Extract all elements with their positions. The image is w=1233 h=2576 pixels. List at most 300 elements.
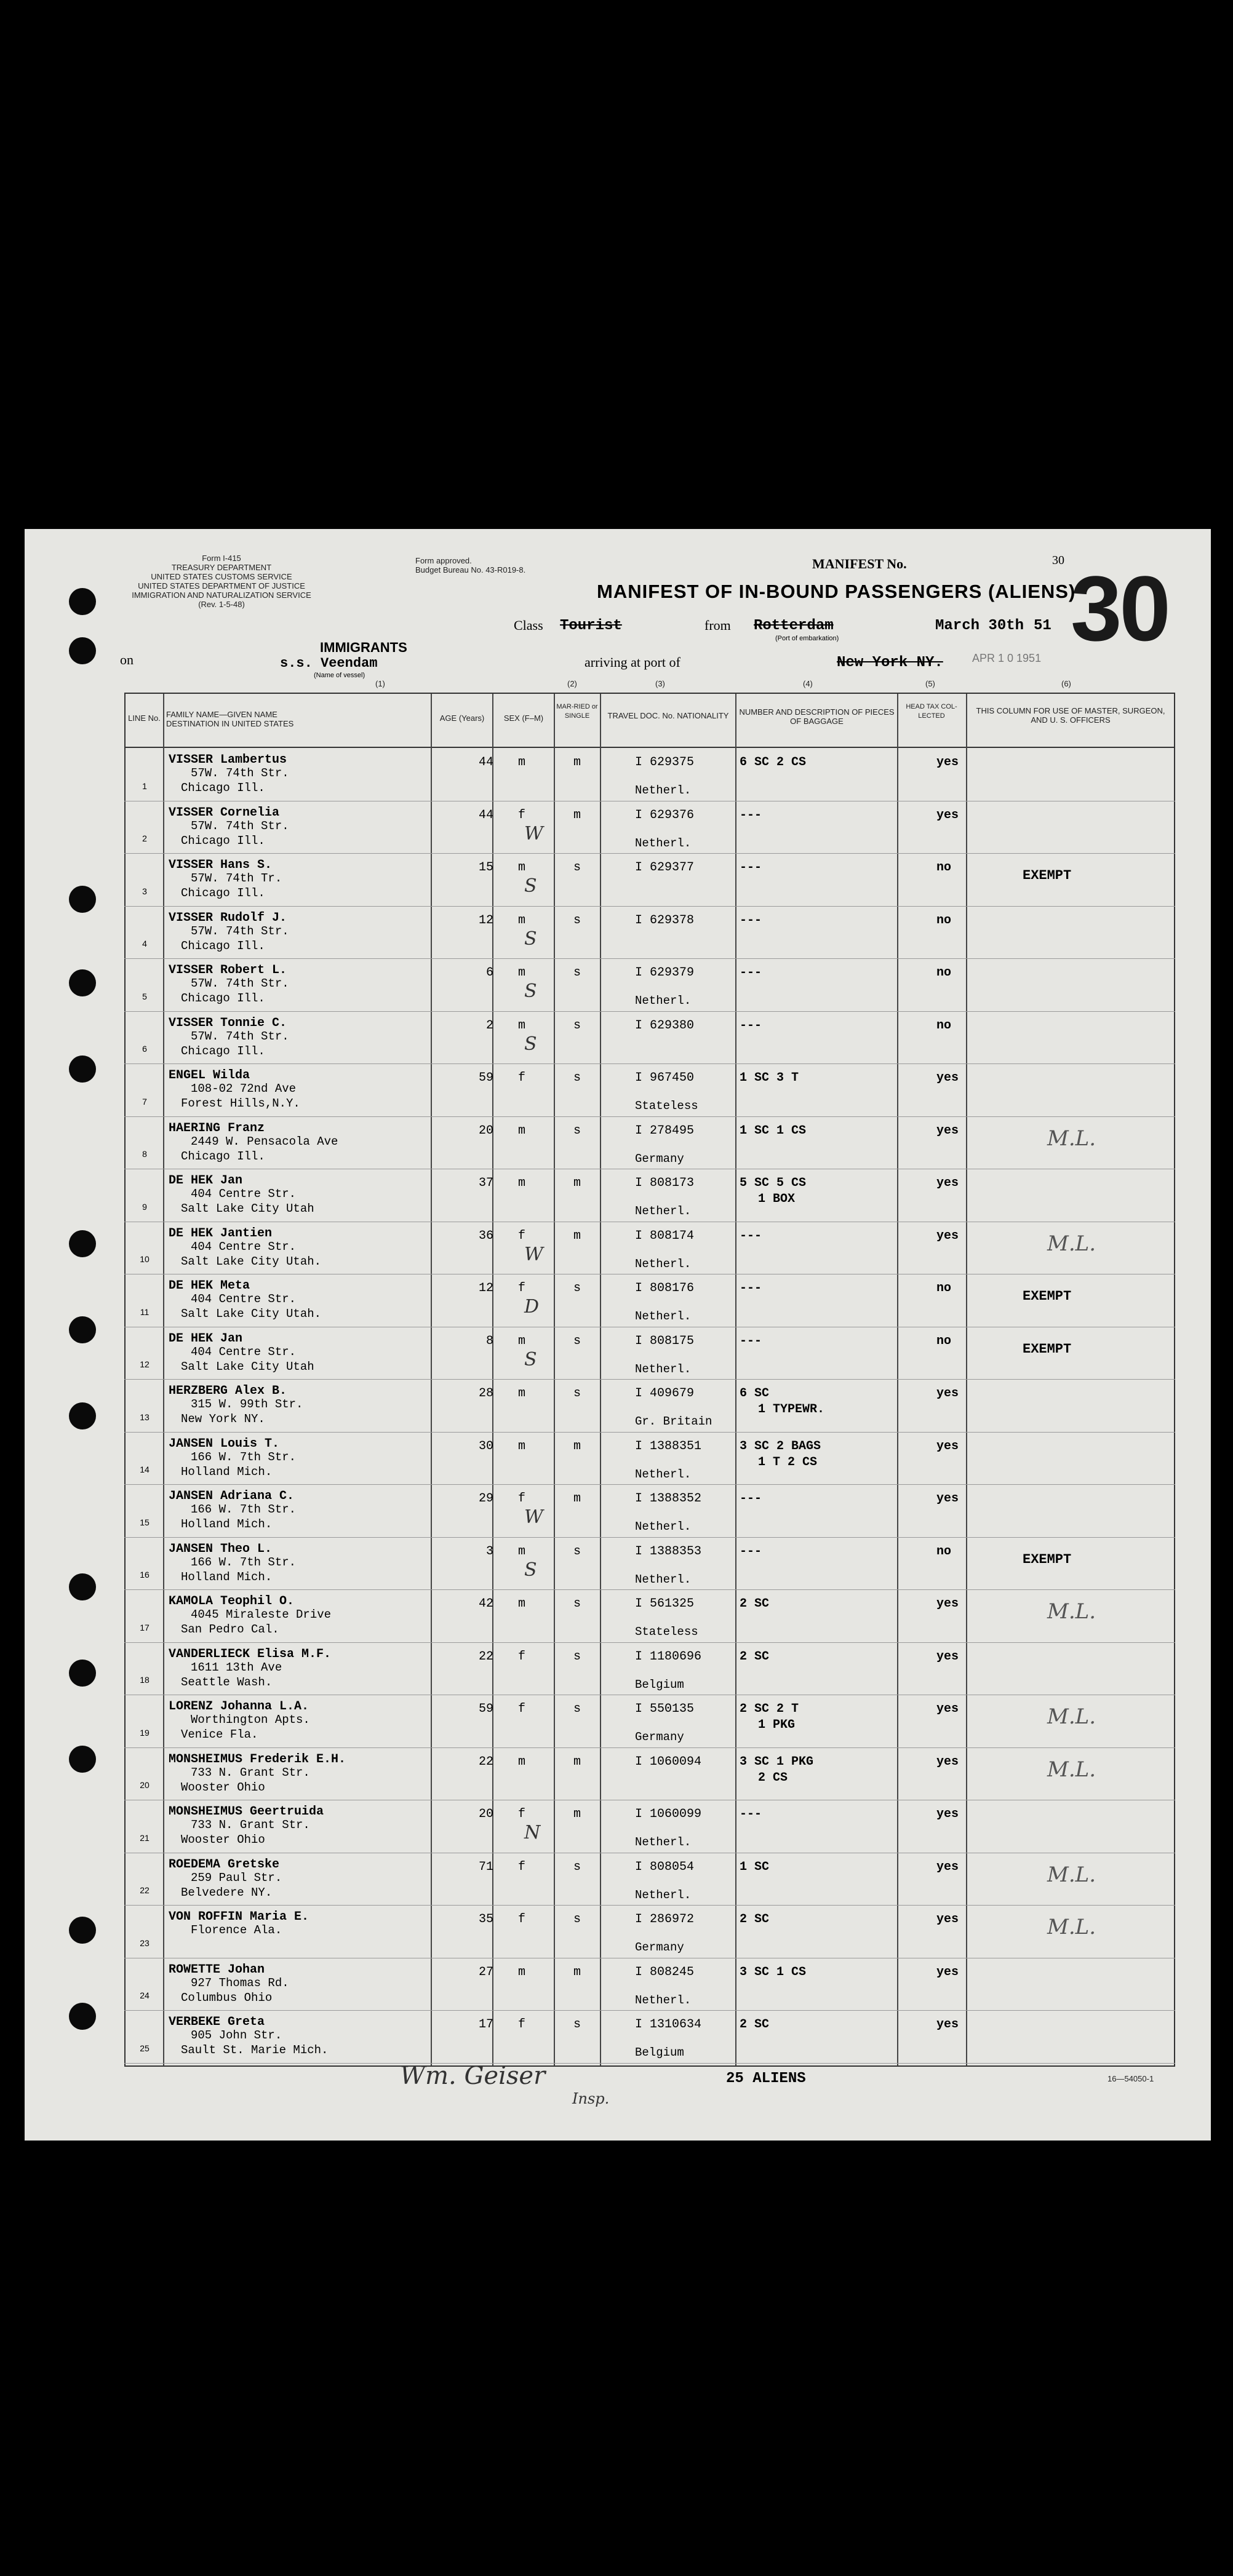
form-info-block [129,554,314,609]
passenger-name: VISSER Rudolf J. [169,910,287,925]
line-number: 8 [142,1149,147,1159]
marital-status: s [573,1018,581,1033]
line-number: 18 [140,1675,150,1685]
sex: m [518,1176,526,1190]
officer-note: M.L. [1047,1126,1096,1151]
head-tax: yes [936,1754,959,1769]
form-budget: Budget Bureau No. 43-R019-8. [415,565,526,574]
binder-hole [69,1316,96,1343]
table-row [124,748,1175,801]
address-line-2: Chicago Ill. [181,886,265,900]
head-tax: no [936,1544,952,1559]
head-tax: yes [936,1597,959,1611]
col-header-officers: THIS COLUMN FOR USE OF MASTER, SURGEON, AND U. S. OFFICERS [976,706,1165,725]
inspector-signature: Wm. Geiser [400,2062,546,2090]
sex: m [518,1544,526,1559]
address-line-1: 404 Centre Str. [191,1292,297,1306]
nationality: Germany [635,1730,684,1744]
age: 6 [485,966,493,980]
passenger-name: KAMOLA Teophil O. [169,1594,295,1608]
baggage-extra: 1 TYPEWR. [758,1402,825,1417]
age: 15 [478,861,493,875]
address-line-2: San Pedro Cal. [181,1623,279,1636]
binder-hole [69,1402,96,1429]
officer-note: M.L. [1047,1862,1096,1887]
head-tax: yes [936,1912,959,1926]
handwritten-mark: S [524,980,537,1002]
marital-status: s [573,1544,581,1559]
binder-hole [69,1055,96,1083]
handwritten-mark: S [524,928,537,950]
line-number: 6 [142,1044,147,1054]
binder-hole [69,1660,96,1687]
nationality: Netherl. [635,1888,692,1902]
form-rev: (Rev. 1-5-48) [198,600,245,609]
sex: m [518,1334,526,1348]
marital-status: s [573,2017,581,2032]
form-code: 16—54050-1 [1107,2074,1154,2083]
table-row [124,1063,1175,1116]
marital-status: s [573,913,581,928]
line-number: 7 [142,1096,147,1107]
travel-doc: I 278495 [635,1123,695,1138]
baggage: 2 SC [740,1649,770,1664]
nationality: Netherl. [635,1835,692,1849]
age: 42 [478,1597,493,1611]
travel-doc: I 808245 [635,1965,695,1979]
officer-note: EXEMPT [1023,1341,1072,1357]
address-line-1: 57W. 74th Str. [191,1029,289,1043]
table-row [124,801,1175,854]
head-tax: yes [936,1123,959,1138]
address-line-1: 905 John Str. [191,2029,282,2042]
age: 37 [478,1176,493,1190]
age: 2 [485,1018,493,1033]
address-line-1: 404 Centre Str. [191,1345,297,1359]
head-tax: yes [936,1807,959,1821]
travel-doc: I 561325 [635,1597,695,1611]
passenger-name: DE HEK Jan [169,1174,243,1188]
line-number: 2 [142,833,147,843]
address-line-2: Chicago Ill. [181,939,265,953]
passenger-name: ROEDEMA Gretske [169,1857,280,1872]
sex: m [518,1965,526,1979]
marital-status: m [573,1492,581,1506]
baggage: 6 SC 2 CS [740,755,807,769]
age: 59 [478,1702,493,1716]
sex: f [518,2017,526,2032]
address-line-1: 57W. 74th Str. [191,977,289,990]
address-line-1: 1611 13th Ave [191,1660,282,1674]
passenger-name: LORENZ Johanna L.A. [169,1699,309,1714]
address-line-1: 166 W. 7th Str. [191,1555,297,1569]
address-line-2: Columbus Ohio [181,1990,273,2005]
travel-doc: I 629375 [635,755,695,769]
passenger-name: JANSEN Louis T. [169,1436,280,1451]
date-value: March 30th [935,618,1024,634]
age: 22 [478,1649,493,1664]
form-dept: TREASURY DEPARTMENT [171,563,272,572]
age: 29 [478,1492,493,1506]
baggage: --- [740,1334,762,1348]
head-tax: yes [936,1492,959,1506]
col-header-name [166,710,425,728]
line-number: 12 [140,1359,150,1369]
handwritten-mark: S [524,875,537,897]
marital-status: m [573,1176,581,1190]
age: 28 [478,1386,493,1401]
travel-doc: I 808054 [635,1859,695,1874]
manifest-no-value: 30 [1052,554,1064,567]
baggage: 1 SC 1 CS [740,1123,807,1138]
address-line-1: 57W. 74th Str. [191,766,289,780]
baggage: --- [740,1492,762,1506]
age: 8 [485,1334,493,1348]
sex: f [518,1807,526,1821]
travel-doc: I 808173 [635,1176,695,1190]
table-row [124,1905,1175,1958]
baggage: --- [740,1228,762,1243]
col-header-tax: HEAD TAX COL-LECTED [906,703,957,720]
travel-doc: I 409679 [635,1386,695,1401]
address-line-1: 733 N. Grant Str. [191,1765,310,1779]
passenger-name: VISSER Hans S. [169,858,273,872]
sex: f [518,1281,526,1295]
baggage: --- [740,913,762,928]
manifest-title: MANIFEST OF IN-BOUND PASSENGERS (ALIENS) [597,581,1076,602]
marital-status: s [573,1859,581,1874]
travel-doc: I 808174 [635,1228,695,1243]
head-tax: no [936,861,952,875]
head-tax: yes [936,1071,959,1085]
marital-status: m [573,1807,581,1821]
officer-note: EXEMPT [1023,1289,1072,1304]
table-row [124,1589,1175,1642]
handwritten-mark: W [524,1506,543,1528]
sex: m [518,966,526,980]
table-row [124,1853,1175,1906]
address-line-2: Salt Lake City Utah [181,1202,314,1215]
address-line-1: 108-02 72nd Ave [191,1082,297,1095]
binder-hole [69,1230,96,1257]
nationality: Netherl. [635,784,692,797]
baggage: 2 SC 2 T [740,1702,799,1716]
baggage: --- [740,808,762,822]
line-number: 19 [140,1727,150,1738]
baggage-extra: 1 T 2 CS [758,1455,818,1469]
vessel-note: (Name of vessel) [314,672,365,679]
travel-doc: I 808176 [635,1281,695,1295]
baggage: 2 SC [740,1597,770,1611]
year-value: 51 [1034,618,1051,634]
head-tax: yes [936,1386,959,1401]
marital-status: s [573,1071,581,1085]
col-num-2: (2) [567,679,577,688]
nationality: Belgium [635,1677,684,1691]
line-number: 13 [140,1412,150,1422]
line-number: 4 [142,939,147,948]
head-tax: yes [936,1176,959,1190]
address-line-2: Salt Lake City Utah. [181,1254,322,1268]
nationality: Belgium [635,2046,684,2059]
handwritten-mark: D [524,1296,540,1318]
address-line-1: 166 W. 7th Str. [191,1450,297,1464]
travel-doc: I 967450 [635,1071,695,1085]
marital-status: m [573,808,581,822]
col-header-name-text: FAMILY NAME—GIVEN NAME [166,710,277,719]
passenger-name: HAERING Franz [169,1121,265,1135]
address-line-1: Worthington Apts. [191,1713,310,1727]
head-tax: yes [936,1965,959,1979]
col-header-married: MAR-RIED or SINGLE [556,703,598,720]
nationality: Netherl. [635,1993,692,2007]
age: 36 [478,1228,493,1243]
form-service: UNITED STATES CUSTOMS SERVICE [151,572,292,581]
passenger-name: VISSER Cornelia [169,805,280,820]
manifest-big-number: 30 [1071,557,1168,660]
nationality: Germany [635,1151,684,1166]
travel-doc: I 1180696 [635,1649,702,1664]
nationality: Netherl. [635,1520,692,1533]
age: 20 [478,1807,493,1821]
handwritten-mark: W [524,1243,543,1265]
table-row [124,1116,1175,1169]
table-row [124,853,1175,906]
head-tax: yes [936,1859,959,1874]
baggage-extra: 1 PKG [758,1718,796,1732]
baggage: --- [740,1281,762,1295]
officer-note: M.L. [1047,1599,1096,1624]
passenger-name: JANSEN Theo L. [169,1541,273,1556]
travel-doc: I 550135 [635,1702,695,1716]
head-tax: yes [936,1228,959,1243]
line-number: 23 [140,1938,150,1948]
line-number: 11 [140,1306,150,1317]
baggage-extra: 1 BOX [758,1192,796,1206]
age: 20 [478,1123,493,1138]
table-row [124,1484,1175,1537]
binder-hole [69,637,96,664]
marital-status: m [573,1439,581,1453]
line-number: 20 [140,1780,150,1790]
travel-doc: I 1060099 [635,1807,702,1821]
passenger-name: VON ROFFIN Maria E. [169,1910,309,1924]
sex: m [518,1597,526,1611]
approval-block [415,556,525,574]
address-line-1: 404 Centre Str. [191,1187,297,1201]
address-line-1: 166 W. 7th Str. [191,1503,297,1516]
line-number: 17 [140,1622,150,1632]
sex: m [518,913,526,928]
address-line-2: Chicago Ill. [181,992,265,1005]
travel-doc: I 1388353 [635,1544,702,1559]
line-number: 24 [140,1990,150,2000]
officer-note: M.L. [1047,1704,1096,1729]
travel-doc: I 1060094 [635,1754,702,1769]
address-line-2: Belvedere NY. [181,1885,273,1899]
col-num-5: (5) [925,679,935,688]
travel-doc: I 629379 [635,966,695,980]
line-number: 15 [140,1517,150,1527]
binder-hole [69,588,96,615]
sex: f [518,808,526,822]
marital-status: s [573,1386,581,1401]
line-number: 5 [142,991,147,1001]
col-num-3: (3) [655,679,665,688]
embark-note: (Port of embarkation) [775,635,839,642]
travel-doc: I 286972 [635,1912,695,1926]
sex: f [518,1492,526,1506]
table-row [124,1327,1175,1380]
age: 12 [478,913,493,928]
col-header-doc: TRAVEL DOC. No. NATIONALITY [607,711,729,720]
table-row [124,1537,1175,1590]
manifest-no-label: MANIFEST No. [812,556,907,571]
head-tax: no [936,966,952,980]
table-row [124,1800,1175,1853]
col-header-sex: SEX (F–M) [503,714,544,723]
address-line-2: Wooster Ohio [181,1833,265,1847]
age: 59 [478,1071,493,1085]
class-label: Class [514,618,543,633]
age: 35 [478,1912,493,1926]
baggage: 3 SC 2 BAGS [740,1439,821,1453]
nationality: Stateless [635,1099,698,1113]
address-line-2: Holland Mich. [181,1570,273,1584]
sex: m [518,1123,526,1138]
sex: f [518,1859,526,1874]
address-line-2: Chicago Ill. [181,833,265,848]
line-number: 10 [140,1254,150,1264]
binder-hole [69,1573,96,1600]
travel-doc: I 629376 [635,808,695,822]
baggage: --- [740,1018,762,1033]
officer-note: M.L. [1047,1757,1096,1782]
address-line-1: 733 N. Grant Str. [191,1818,310,1832]
sex: m [518,1018,526,1033]
address-line-2: New York NY. [181,1412,265,1426]
age: 17 [478,2017,493,2032]
table-row [124,1642,1175,1695]
marital-status: m [573,755,581,769]
table-row [124,1274,1175,1327]
from-label: from [704,618,731,633]
sex: m [518,861,526,875]
head-tax: yes [936,2017,959,2032]
address-line-2: Chicago Ill. [181,781,265,795]
travel-doc: I 1310634 [635,2017,702,2032]
age: 27 [478,1965,493,1979]
baggage: 6 SC [740,1386,770,1401]
line-number: 1 [142,781,147,791]
officer-note: EXEMPT [1023,868,1072,883]
line-number: 16 [140,1570,150,1580]
head-tax: yes [936,1439,959,1453]
travel-doc: I 629380 [635,1018,695,1033]
passenger-name: VISSER Robert L. [169,963,287,977]
passenger-name: VERBEKE Greta [169,2015,265,2029]
baggage: --- [740,1807,762,1821]
passenger-name: ENGEL Wilda [169,1068,250,1083]
baggage: 1 SC [740,1859,770,1874]
table-row [124,2010,1175,2063]
col-header-baggage: NUMBER AND DESCRIPTION OF PIECES OF BAGGAGE [739,707,895,726]
sex: f [518,1912,526,1926]
col-num-6: (6) [1061,679,1071,688]
address-line-2: Holland Mich. [181,1465,273,1479]
baggage: --- [740,966,762,980]
table-row [124,1958,1175,2011]
line-number: 25 [140,2043,150,2053]
address-line-2: Sault St. Marie Mich. [181,2043,329,2057]
baggage: 2 SC [740,1912,770,1926]
binder-hole [69,1917,96,1944]
address-line-1: 259 Paul Str. [191,1870,282,1885]
marital-status: s [573,1597,581,1611]
baggage: 2 SC [740,2017,770,2032]
col-num-1: (1) [375,679,385,688]
sex: m [518,755,526,769]
passenger-name: VANDERLIECK Elisa M.F. [169,1647,332,1661]
nationality: Netherl. [635,1572,692,1586]
baggage: 3 SC 1 CS [740,1965,807,1979]
address-line-1: 315 W. 99th Str. [191,1397,303,1411]
age: 44 [478,755,493,769]
passenger-name: MONSHEIMUS Frederik E.H. [169,1752,346,1767]
passenger-name: MONSHEIMUS Geertruida [169,1805,324,1819]
handwritten-mark: W [524,822,543,845]
address-line-2: Chicago Ill. [181,1149,265,1163]
form-approved: Form approved. [415,556,472,565]
passenger-name: JANSEN Adriana C. [169,1489,295,1503]
baggage: 1 SC 3 T [740,1071,799,1085]
manifest-page [25,529,1211,2141]
sex: f [518,1071,526,1085]
table-row [124,1432,1175,1485]
nationality: Netherl. [635,1257,692,1271]
head-tax: yes [936,808,959,822]
address-line-1: 57W. 74th Tr. [191,872,282,885]
travel-doc: I 1388351 [635,1439,702,1453]
binder-hole [69,1746,96,1773]
marital-status: s [573,1123,581,1138]
age: 44 [478,808,493,822]
table-row [124,1169,1175,1222]
binder-hole [69,2003,96,2030]
vessel-value: s.s. Veendam [280,656,378,671]
address-line-2: Salt Lake City Utah [181,1359,314,1373]
passenger-name: HERZBERG Alex B. [169,1384,287,1398]
table-row [124,1222,1175,1274]
age: 3 [485,1544,493,1559]
binder-hole [69,969,96,996]
travel-doc: I 629377 [635,861,695,875]
nationality: Netherl. [635,836,692,850]
address-line-1: 2449 W. Pensacola Ave [191,1134,338,1148]
port-value: New York NY. [837,654,943,671]
marital-status: s [573,1281,581,1295]
age: 30 [478,1439,493,1453]
address-line-1: 57W. 74th Str. [191,819,289,833]
on-label: on [120,652,134,667]
baggage: --- [740,1544,762,1559]
baggage-extra: 2 CS [758,1770,788,1785]
sex: m [518,1754,526,1769]
handwritten-mark: S [524,1559,537,1581]
passenger-name: DE HEK Jan [169,1331,243,1346]
immigrants-stamp: IMMIGRANTS [320,640,407,655]
address-line-2: Wooster Ohio [181,1780,265,1794]
